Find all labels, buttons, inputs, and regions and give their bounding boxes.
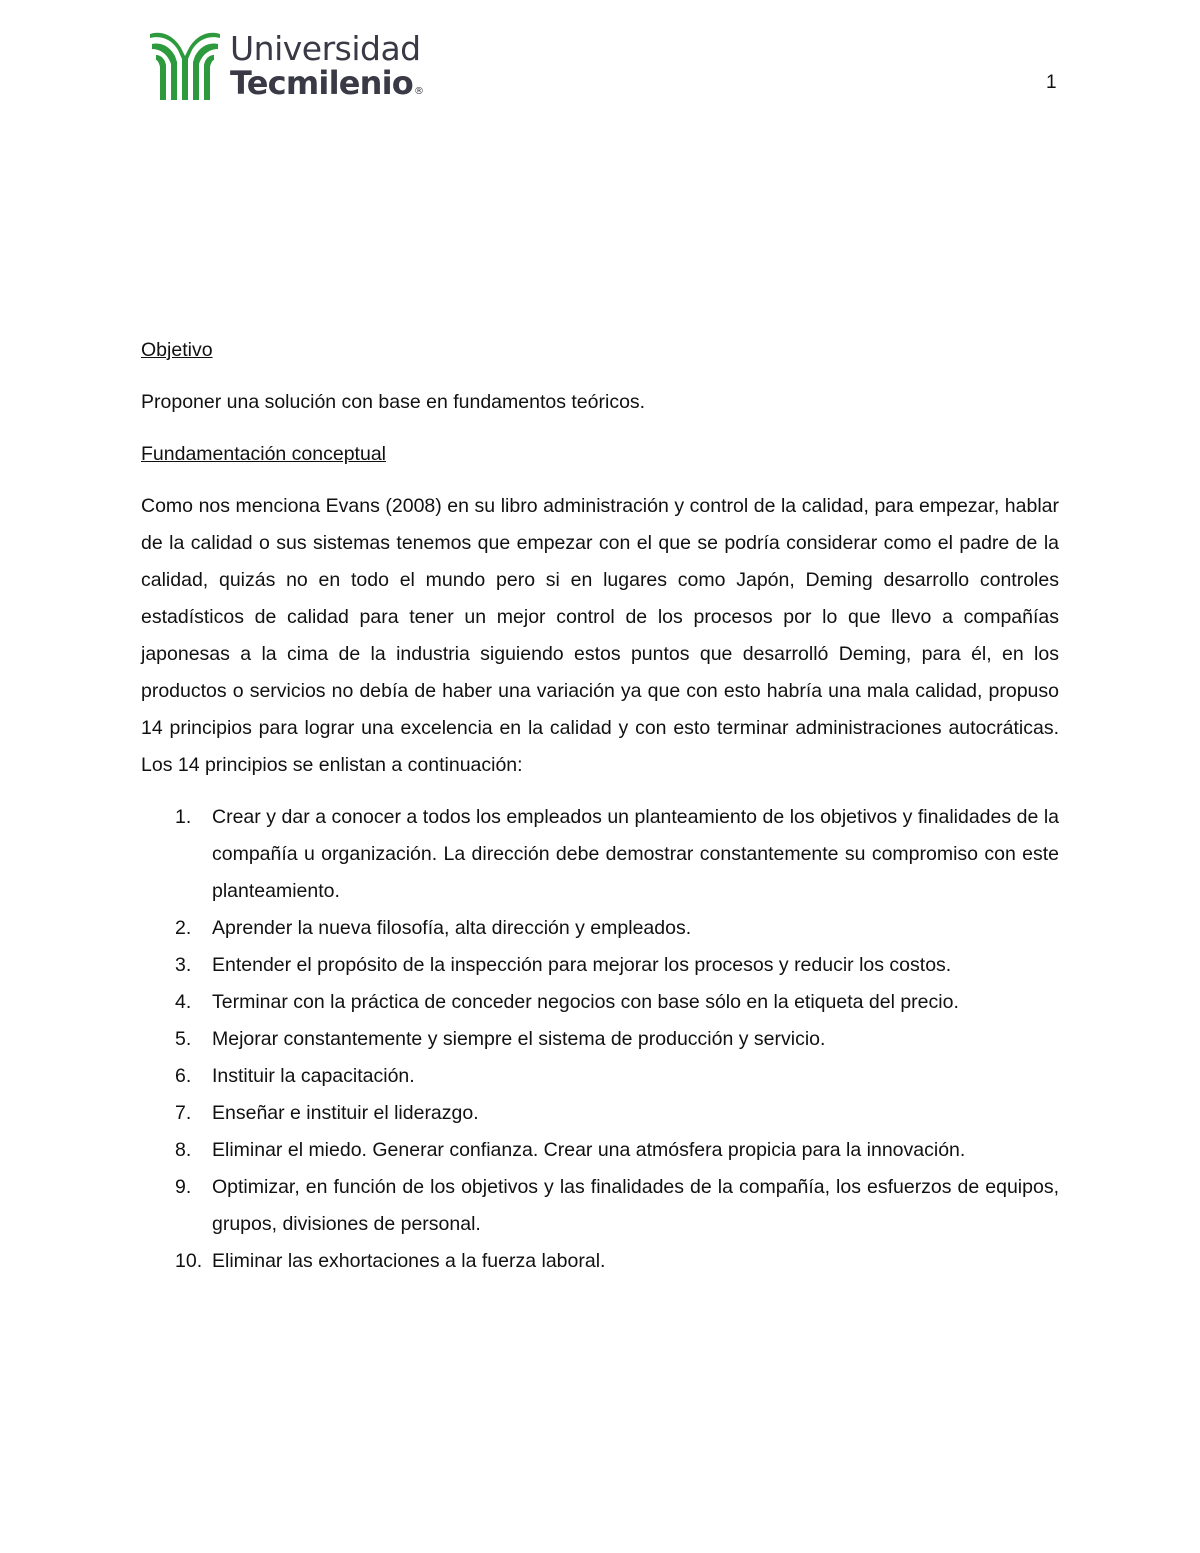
list-number: 5. bbox=[175, 1028, 192, 1050]
objective-text: Proponer una solución con base en fundamentos teóricos. bbox=[141, 391, 646, 413]
list-item bbox=[141, 1243, 1059, 1280]
list-text: Terminar con la práctica de conceder negocios con base sólo en la etiqueta del precio. bbox=[212, 991, 959, 1013]
list-item bbox=[141, 947, 1059, 984]
conceptual-paragraph: Como nos menciona Evans (2008) en su libro administración y control de la calidad, para empezar, hablar de la calidad o sus sistemas tenemos que empezar con el que se podría considerar como el padre de la calidad, quizás no en todo el mundo pero si en lugares como Japón, Deming desarrollo controles estadísticos de calidad para tener un mejor control de los procesos por lo que llevo a compañías japonesas a la cima de la industria siguiendo estos puntos que desarrolló Deming, para él, en los productos o servicios no debía de haber una variación ya que con esto habría una mala calidad, propuso 14 principios para lograr una excelencia en la calidad y con esto terminar administraciones autocráticas. Los 14 principios se enlistan a continuación: bbox=[141, 495, 1059, 776]
list-number: 10. bbox=[175, 1250, 203, 1272]
list-number: 7. bbox=[175, 1102, 192, 1124]
list-text: Crear y dar a conocer a todos los empleados un planteamiento de los objetivos y finalidades de la compañía u organización. La dirección debe demostrar constantemente su compromiso con este planteamiento. bbox=[212, 806, 1059, 902]
list-item bbox=[141, 1021, 1059, 1058]
page-number: 1 bbox=[1046, 72, 1057, 93]
list-text: Enseñar e instituir el liderazgo. bbox=[212, 1102, 479, 1124]
list-item bbox=[141, 1058, 1059, 1095]
list-number: 8. bbox=[175, 1139, 192, 1161]
list-item bbox=[141, 1095, 1059, 1132]
list-number: 9. bbox=[175, 1176, 192, 1198]
list-number: 3. bbox=[175, 954, 192, 976]
list-number: 4. bbox=[175, 991, 192, 1013]
list-text: Eliminar el miedo. Generar confianza. Crear una atmósfera propicia para la innovación. bbox=[212, 1139, 966, 1161]
principles-list bbox=[141, 799, 1059, 1280]
list-item bbox=[141, 910, 1059, 947]
logo-line-universidad: Universidad bbox=[230, 29, 421, 68]
list-text: Instituir la capacitación. bbox=[212, 1065, 415, 1087]
logo-wordmark bbox=[230, 29, 430, 109]
registered-mark: ® bbox=[413, 86, 424, 97]
tecmilenio-leaf-icon bbox=[148, 28, 222, 102]
logo-tecmilenio-text: Tecmilenio bbox=[230, 64, 413, 102]
document-body bbox=[141, 332, 1059, 1280]
objective-heading: Objetivo bbox=[141, 339, 213, 361]
list-number: 2. bbox=[175, 917, 192, 939]
logo-line-tecmilenio bbox=[230, 66, 430, 109]
list-item bbox=[141, 1132, 1059, 1169]
list-text: Optimizar, en función de los objetivos y las finalidades de la compañía, los esfuerzos de equipos, grupos, divisiones de personal. bbox=[212, 1176, 1059, 1235]
list-number: 6. bbox=[175, 1065, 192, 1087]
conceptual-heading: Fundamentación conceptual bbox=[141, 443, 386, 465]
list-text: Eliminar las exhortaciones a la fuerza laboral. bbox=[212, 1250, 606, 1272]
list-text: Entender el propósito de la inspección para mejorar los procesos y reducir los costos. bbox=[212, 954, 952, 976]
list-item bbox=[141, 799, 1059, 910]
list-item bbox=[141, 984, 1059, 1021]
university-logo bbox=[148, 28, 423, 106]
list-number: 1. bbox=[175, 806, 192, 828]
list-item bbox=[141, 1169, 1059, 1243]
list-text: Mejorar constantemente y siempre el sistema de producción y servicio. bbox=[212, 1028, 826, 1050]
list-text: Aprender la nueva filosofía, alta dirección y empleados. bbox=[212, 917, 692, 939]
